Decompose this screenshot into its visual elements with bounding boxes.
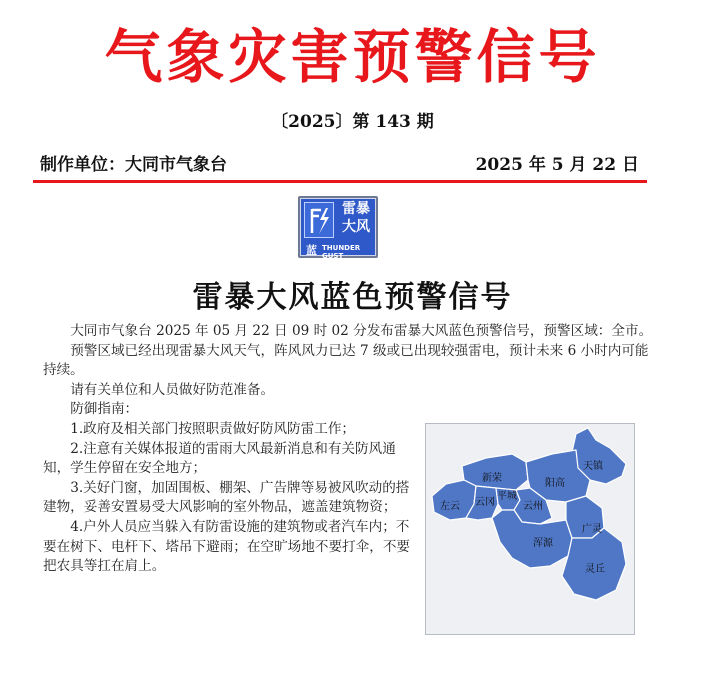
map-label-guangling: 广灵 — [582, 524, 602, 535]
map-label-yanggao: 阳高 — [545, 478, 565, 489]
signal-name-line2: 大风 — [342, 219, 370, 235]
warning-title: 雷暴大风蓝色预警信号 — [192, 280, 513, 315]
map-label-tianzhen: 天镇 — [583, 461, 603, 472]
lightning-icon — [304, 202, 334, 238]
map-label-zuoyun: 左云 — [440, 501, 460, 512]
guide-item-4: 4.户外人员应当躲入有防雷设施的建筑物或者汽车内；不要在树下、电杆下、塔吊下避雨；在空旷场地不要打伞，不要把农具等扛在肩上。 — [43, 518, 411, 575]
signal-english-name: THUNDER GUST — [322, 244, 361, 260]
signal-name-line1: 雷暴 — [342, 201, 370, 217]
paragraph-guide-heading: 防御指南： — [70, 401, 139, 418]
map-label-xinrong: 新荣 — [482, 473, 502, 484]
map-label-hunyuan: 浑源 — [533, 538, 553, 549]
paragraph-advice: 请有关单位和人员做好防范准备。 — [70, 381, 275, 398]
guide-item-3: 3.关好门窗，加固围板、棚架、广告牌等易被风吹动的搭建物，妥善安置易受大风影响的室外物品，遮盖建筑物资； — [43, 479, 410, 516]
warning-area-map — [425, 423, 635, 635]
signal-level: 蓝 — [306, 244, 317, 257]
map-label-yunzhou: 云州 — [523, 501, 543, 512]
guide-item-1: 1.政府及相关部门按照职责做好防风防雷工作； — [70, 420, 356, 437]
guide-item-2: 2.注意有关媒体报道的雷雨大风最新消息和有关防风通知，学生停留在安全地方； — [43, 440, 396, 477]
masthead-title: 气象灾害预警信号 — [104, 23, 601, 91]
issue-date: 2025 年 5 月 22 日 — [475, 155, 639, 175]
producer-unit: 制作单位：大同市气象台 — [40, 155, 227, 175]
map-label-yungang: 云冈 — [475, 497, 495, 508]
paragraph-issuance: 大同市气象台 2025 年 05 月 22 日 09 时 02 分发布雷暴大风蓝色预警信号，预警区域：全市。 — [70, 323, 653, 339]
map-label-lingqiu: 灵丘 — [585, 564, 605, 575]
thunder-gust-blue-signal-icon — [298, 196, 378, 258]
header-divider — [33, 180, 647, 183]
signal-name — [338, 200, 374, 236]
map-label-pingcheng: 平城 — [497, 491, 517, 502]
paragraph-status: 预警区域已经出现雷暴大风天气，阵风风力已达 7 级或已出现较强雷电，预计未来 6 小时内可能持续。 — [43, 342, 649, 379]
issue-number: 〔2025〕第 143 期 — [271, 112, 434, 132]
